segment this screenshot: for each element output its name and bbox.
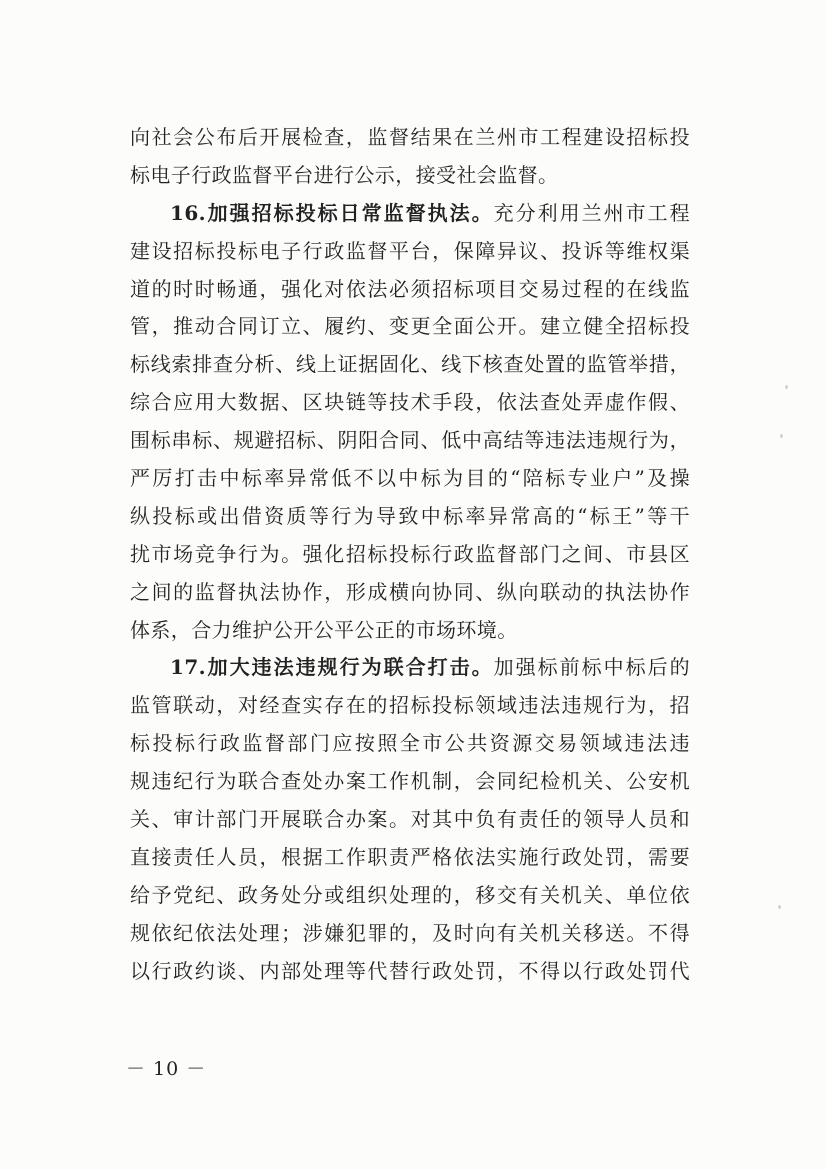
line-text: 标线索排查分析、线上证据固化、线下核查处置的监管举措， xyxy=(130,352,690,377)
section-heading-line xyxy=(130,195,690,233)
scan-speck xyxy=(780,434,783,438)
line-text: 规依纪依法处理；涉嫌犯罪的，及时向有关机关移送。不得 xyxy=(130,920,690,945)
text-line xyxy=(130,801,690,839)
line-text: 标投标行政监督部门应按照全市公共资源交易领域违法违 xyxy=(130,731,690,756)
scan-speck xyxy=(785,385,788,389)
text-line xyxy=(130,536,690,574)
line-text: 标电子行政监督平台进行公示，接受社会监督。 xyxy=(130,162,559,187)
section-heading: 17.加大违法违规行为联合打击。 xyxy=(170,655,494,680)
text-line xyxy=(130,233,690,271)
text-line xyxy=(130,725,690,763)
section-heading-line xyxy=(130,649,690,687)
line-text: 建设招标投标电子行政监督平台，保障异议、投诉等维权渠 xyxy=(130,238,690,263)
scan-speck xyxy=(778,905,781,909)
text-line xyxy=(130,271,690,309)
text-line xyxy=(130,308,690,346)
text-line xyxy=(130,915,690,953)
text-line xyxy=(130,119,690,157)
line-text: 直接责任人员，根据工作职责严格依法实施行政处罚，需要 xyxy=(130,844,690,869)
line-text: 道的时时畅通，强化对依法必须招标项目交易过程的在线监 xyxy=(130,276,690,301)
line-text: 之间的监督执法协作，形成横向协同、纵向联动的执法协作 xyxy=(130,579,690,604)
line-text: 加强标前标中标后的 xyxy=(493,655,690,680)
text-line xyxy=(130,953,690,991)
line-text: 关、审计部门开展联合办案。对其中负有责任的领导人员和 xyxy=(130,807,690,832)
line-text: 充分利用兰州市工程 xyxy=(493,200,690,225)
text-line xyxy=(130,460,690,498)
line-text: 以行政约谈、内部处理等代替行政处罚，不得以行政处罚代 xyxy=(130,958,690,983)
page-number: － 10 － xyxy=(126,1058,207,1080)
text-line xyxy=(130,839,690,877)
line-text: 围标串标、规避招标、阴阳合同、低中高结等违法违规行为， xyxy=(130,428,690,453)
line-text: 扰市场竞争行为。强化招标投标行政监督部门之间、市县区 xyxy=(130,541,690,566)
line-text: 纵投标或出借资质等行为导致中标率异常高的“标王”等干 xyxy=(130,503,690,528)
line-text: 给予党纪、政务处分或组织处理的，移交有关机关、单位依 xyxy=(130,882,690,907)
text-line xyxy=(130,763,690,801)
text-line xyxy=(130,384,690,422)
text-line xyxy=(130,422,690,460)
line-text: 向社会公布后开展检查，监督结果在兰州市工程建设招标投 xyxy=(130,125,690,149)
line-text: 严厉打击中标率异常低不以中标为目的“陪标专业户”及操 xyxy=(130,466,690,491)
section-heading: 16.加强招标投标日常监督执法。 xyxy=(170,200,494,225)
line-text: 管，推动合同订立、履约、变更全面公开。建立健全招标投 xyxy=(130,314,690,339)
text-line xyxy=(130,877,690,915)
text-line xyxy=(130,574,690,612)
text-line xyxy=(130,346,690,384)
line-text: 监管联动，对经查实存在的招标投标领域违法违规行为，招 xyxy=(130,693,690,718)
line-text: 综合应用大数据、区块链等技术手段，依法查处弄虚作假、 xyxy=(130,390,690,415)
line-text: 体系，合力维护公开公平公正的市场环境。 xyxy=(130,617,518,642)
line-text: 规违纪行为联合查处办案工作机制，会同纪检机关、公安机 xyxy=(130,769,690,794)
text-line xyxy=(130,157,690,195)
text-line xyxy=(130,687,690,725)
text-line xyxy=(130,498,690,536)
text-line xyxy=(130,612,690,650)
body-text xyxy=(130,119,690,990)
